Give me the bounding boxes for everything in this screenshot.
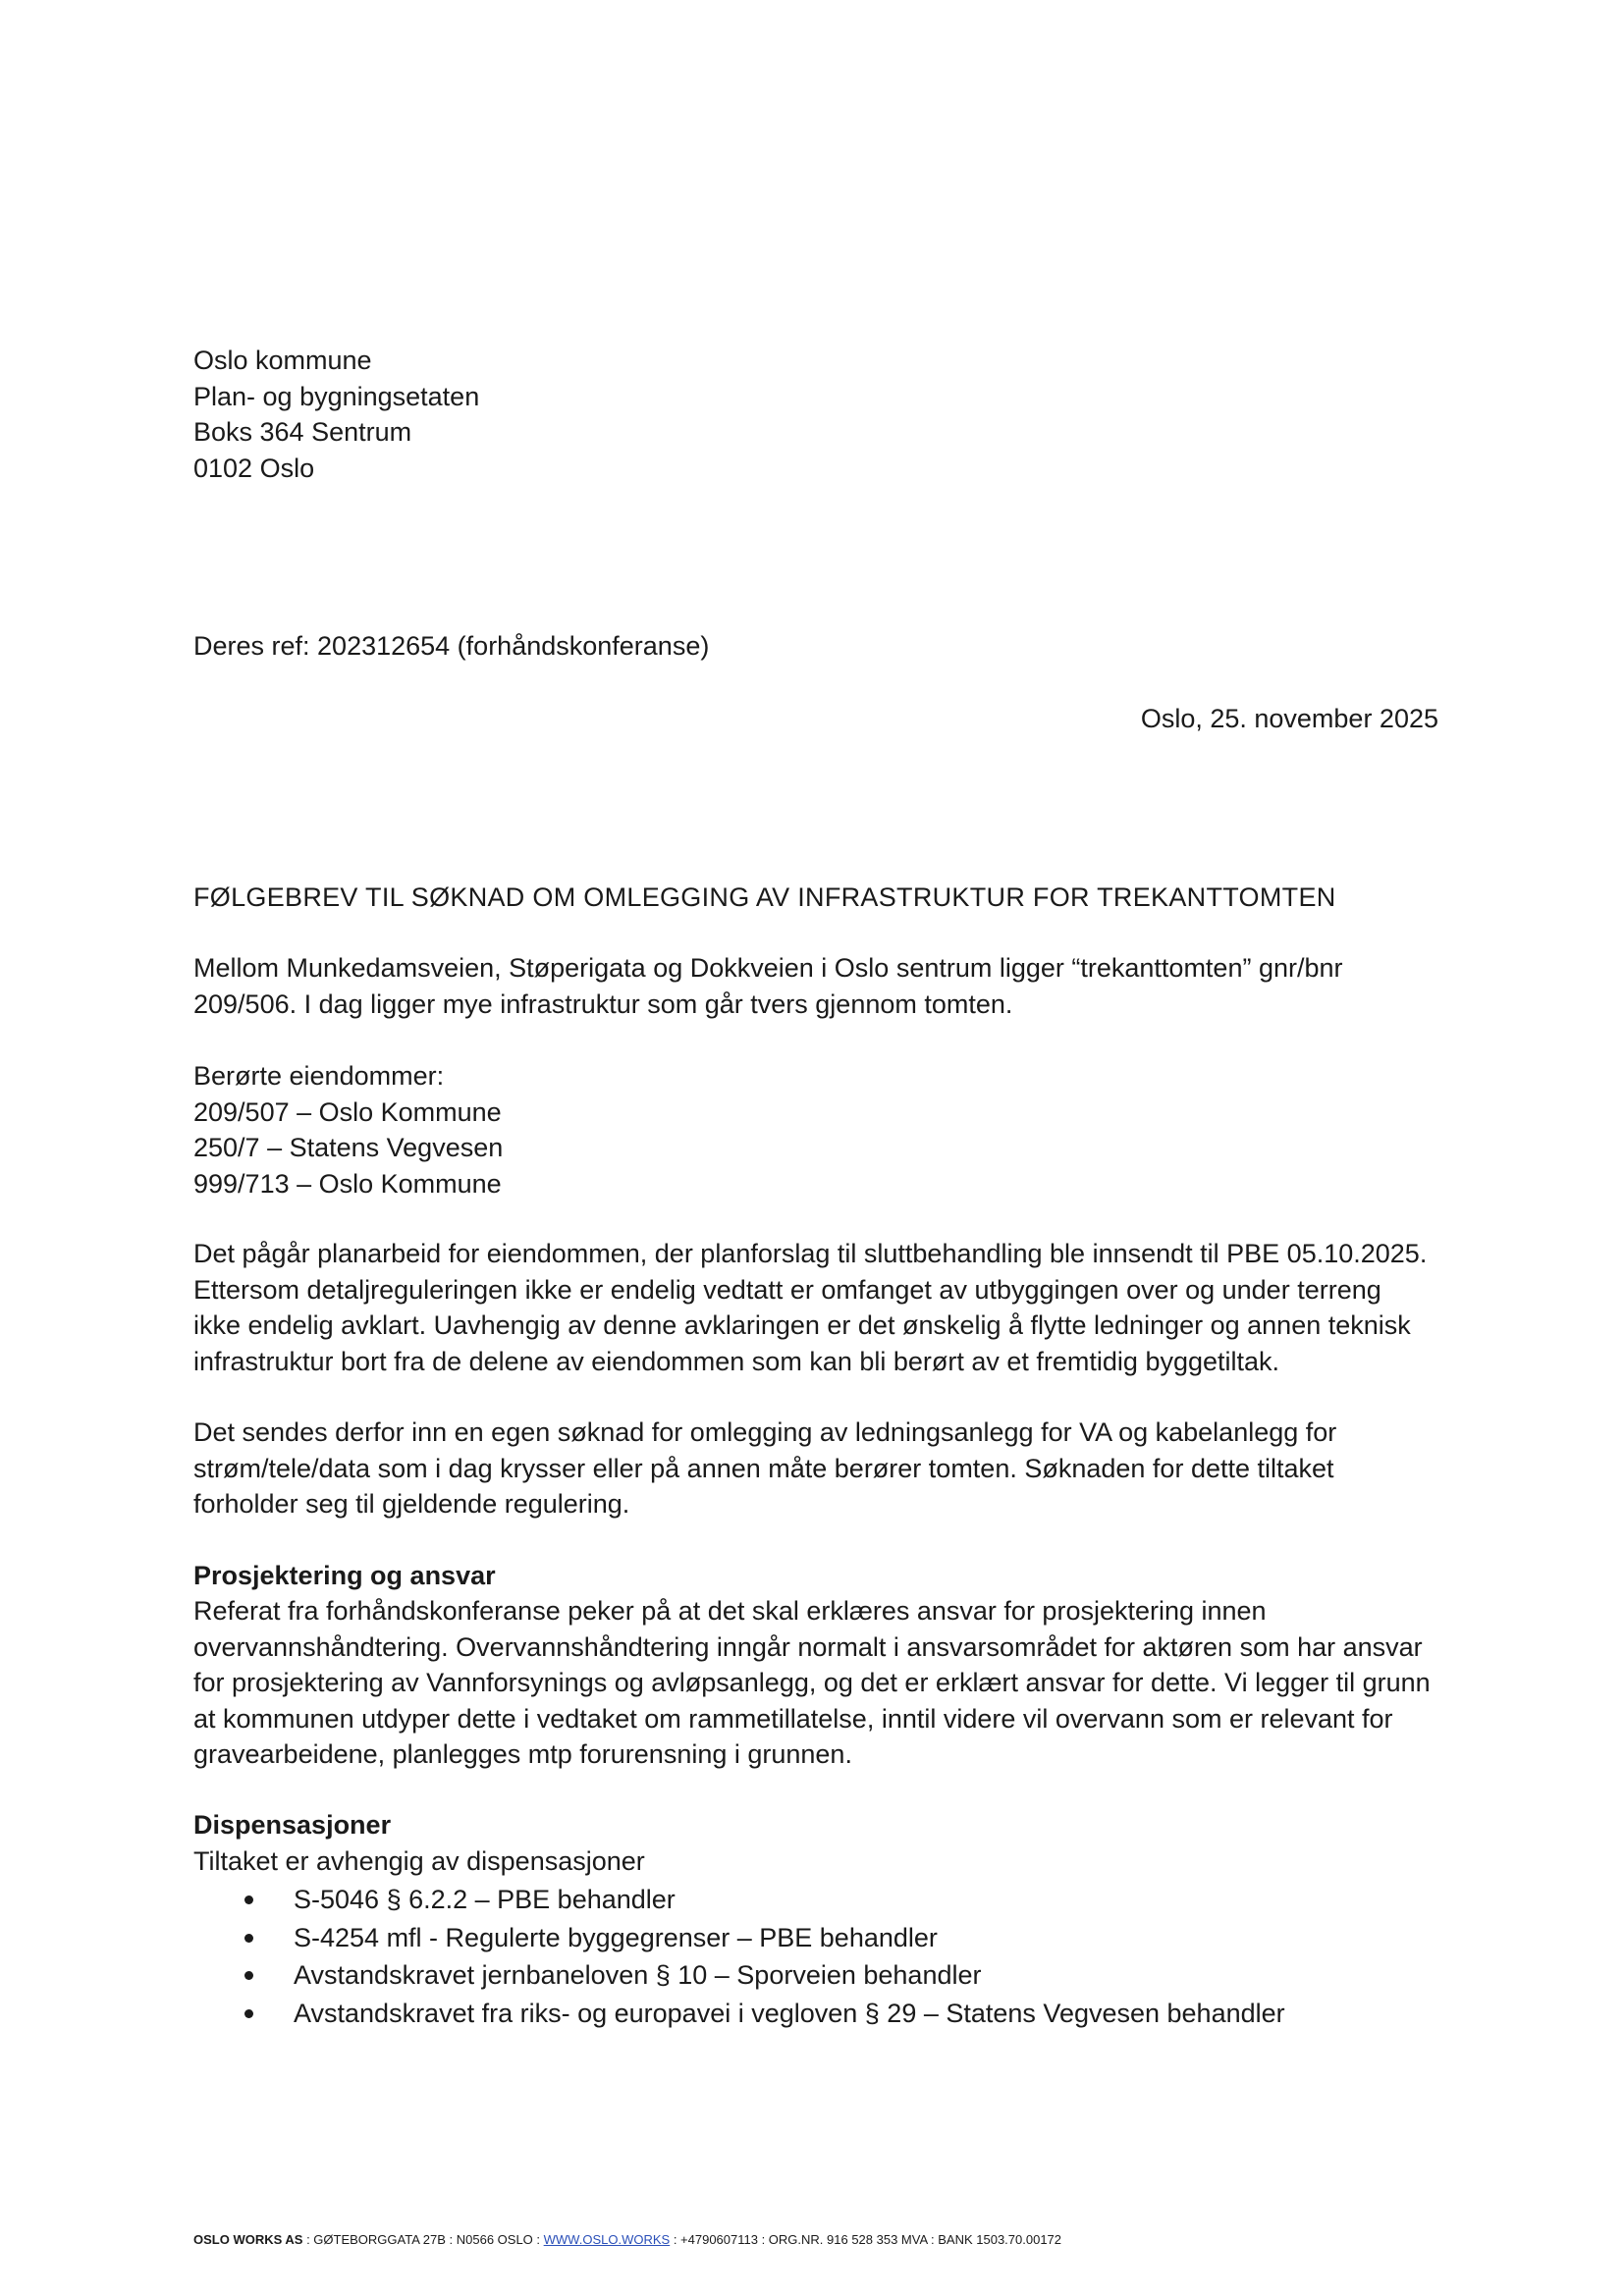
bullet-icon xyxy=(244,2009,253,2018)
list-item xyxy=(193,1881,1285,1919)
bullet-icon xyxy=(244,1971,253,1980)
paragraph-line: strøm/tele/data som i dag krysser eller på annen måte berører tomten. Søknaden for dette tiltaket xyxy=(193,1453,1334,1483)
recipient-address xyxy=(193,343,1438,486)
reference-line xyxy=(193,628,1438,665)
paragraph-line: Det pågår planarbeid for eiendommen, der planforslag til sluttbehandling ble innsendt til PBE 05.10.2025. xyxy=(193,1239,1428,1268)
paragraph-line: for prosjektering av Vannforsynings og avløpsanlegg, og det er erklært ansvar for dette. Vi legger til grunn xyxy=(193,1668,1431,1697)
list-item xyxy=(193,1995,1285,2033)
planning-paragraph xyxy=(193,1236,1438,1379)
footer-company: OSLO WORKS AS xyxy=(193,2232,303,2247)
paragraph-line: 209/506. I dag ligger mye infrastruktur som går tvers gjennom tomten. xyxy=(193,988,1013,1019)
prosjektering-paragraph xyxy=(193,1593,1438,1773)
dispensasjoner-intro: Tiltaket er avhengig av dispensasjoner xyxy=(193,1846,645,1876)
paragraph-line: Referat fra forhåndskonferanse peker på at det skal erklæres ansvar for prosjektering innen xyxy=(193,1596,1267,1626)
paragraph-line: forholder seg til gjeldende regulering. xyxy=(193,1489,630,1519)
list-item xyxy=(193,1919,1285,1957)
paragraph-line: Mellom Munkedamsveien, Støperigata og Dokkveien i Oslo sentrum ligger “trekanttomten” gnr/bnr xyxy=(193,953,1343,983)
reference-text: Deres ref: 202312654 (forhåndskonferanse) xyxy=(193,631,710,661)
bullet-icon xyxy=(244,1896,253,1904)
letter-title: FØLGEBREV TIL SØKNAD OM OMLEGGING AV INFRASTRUKTUR FOR TREKANTTOMTEN xyxy=(193,882,1336,912)
intro-paragraph xyxy=(193,950,1438,1022)
section-heading-dispensasjoner: Dispensasjoner xyxy=(193,1810,392,1840)
affected-item: 250/7 – Statens Vegvesen xyxy=(193,1133,504,1162)
bullet-icon xyxy=(244,1934,253,1943)
footer-details: : +4790607113 : ORG.NR. 916 528 353 MVA : BANK 1503.70.00172 xyxy=(670,2232,1062,2247)
affected-heading: Berørte eiendommer: xyxy=(193,1061,445,1091)
paragraph-line: gravearbeidene, planlegges mtp forurensning i grunnen. xyxy=(193,1739,852,1769)
recipient-line: Oslo kommune xyxy=(193,346,372,375)
recipient-line: 0102 Oslo xyxy=(193,453,315,483)
list-item-text: Avstandskravet jernbaneloven § 10 – Sporveien behandler xyxy=(294,1960,982,1990)
footer-address: : GØTEBORGGATA 27B : N0566 OSLO : xyxy=(302,2232,544,2247)
paragraph-line: Det sendes derfor inn en egen søknad for omlegging av ledningsanlegg for VA og kabelanlegg for xyxy=(193,1417,1337,1447)
recipient-line: Boks 364 Sentrum xyxy=(193,417,412,447)
recipient-line: Plan- og bygningsetaten xyxy=(193,381,480,411)
list-item-text: S-4254 mfl - Regulerte byggegrenser – PBE behandler xyxy=(294,1922,938,1952)
letter-footer xyxy=(193,2232,1061,2248)
list-item xyxy=(193,1956,1285,1995)
section-heading-prosjektering: Prosjektering og ansvar xyxy=(193,1561,496,1590)
affected-properties xyxy=(193,1058,1438,1201)
footer-website-link[interactable]: WWW.OSLO.WORKS xyxy=(543,2232,671,2247)
dispensasjoner-list xyxy=(193,1881,1285,2032)
paragraph-line: overvannshåndtering. Overvannshåndtering inngår normalt i ansvarsområdet for aktøren som har ansvar xyxy=(193,1631,1423,1662)
letter-date: Oslo, 25. november 2025 xyxy=(1140,704,1438,733)
affected-item: 999/713 – Oslo Kommune xyxy=(193,1168,502,1199)
paragraph-line: Ettersom detaljreguleringen ikke er endelig vedtatt er omfanget av utbyggingen over og under terreng xyxy=(193,1274,1381,1305)
application-paragraph xyxy=(193,1415,1438,1522)
list-item-text: S-5046 § 6.2.2 – PBE behandler xyxy=(294,1885,676,1914)
affected-item: 209/507 – Oslo Kommune xyxy=(193,1096,502,1127)
paragraph-line: infrastruktur bort fra de delene av eiendommen som kan bli berørt av et fremtidig byggetiltak. xyxy=(193,1346,1280,1376)
paragraph-line: ikke endelig avklart. Uavhengig av denne avklaringen er det ønskelig å flytte ledninger og annen teknisk xyxy=(193,1310,1411,1340)
list-item-text: Avstandskravet fra riks- og europavei i vegloven § 29 – Statens Vegvesen behandler xyxy=(294,1998,1285,2028)
paragraph-line: at kommunen utdyper dette i vedtaket om rammetillatelse, inntil videre vil overvann som er relevant for xyxy=(193,1703,1393,1734)
